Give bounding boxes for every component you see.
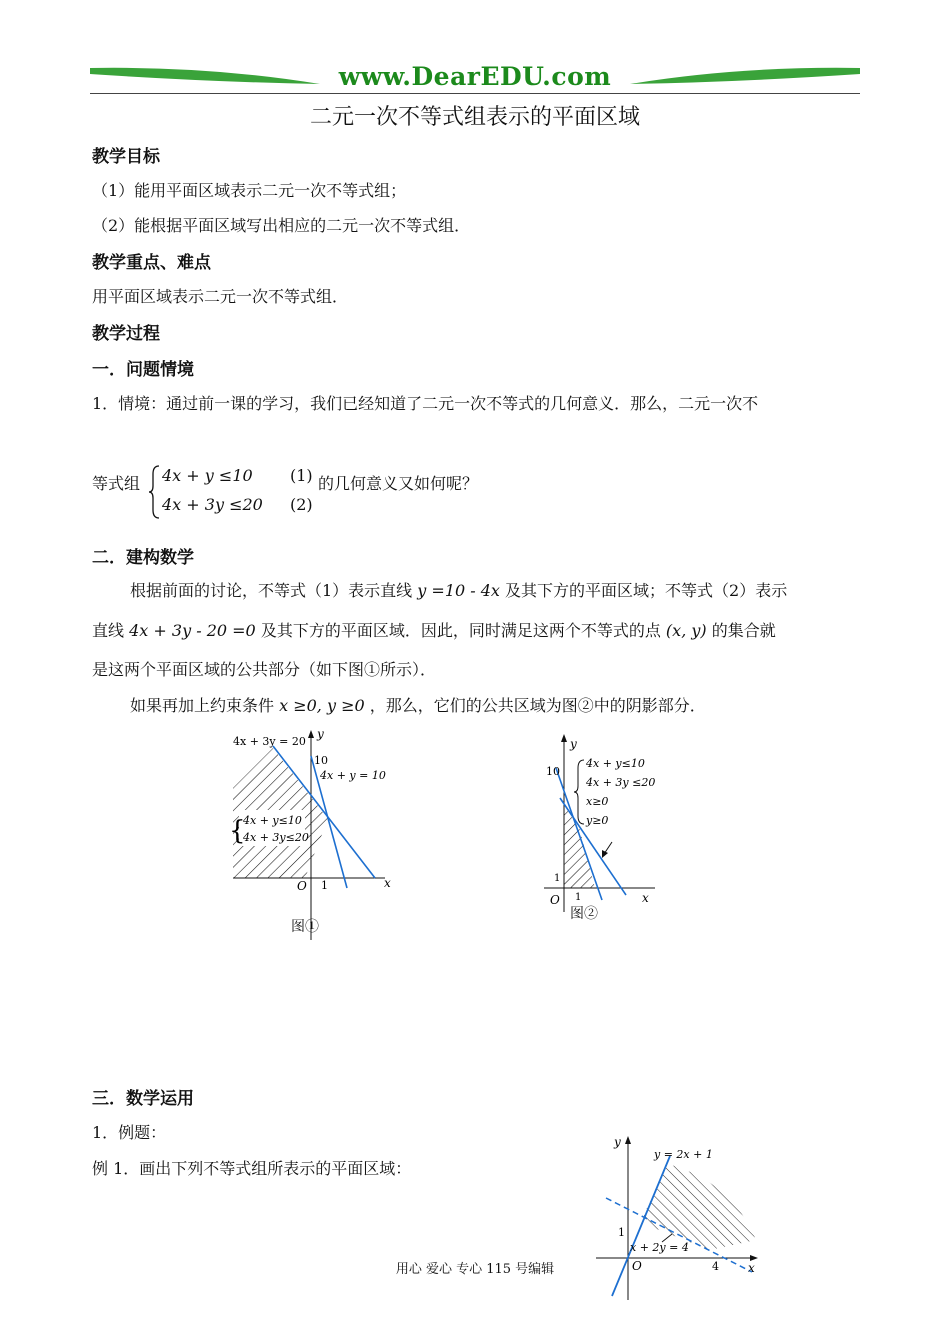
fig3-y-label: y [614, 1135, 621, 1149]
page-footer: 用心 爱心 专心 115 号编辑 [395, 1262, 555, 1277]
system-brace [148, 464, 162, 520]
figure-2-caption: 图② [570, 906, 598, 922]
fig1-sys-2: 4x + 3y≤20 [243, 831, 309, 844]
para1-text-b: 及其下方的平面区域；不等式（2）表示 [505, 581, 788, 600]
section1-line1: 1．情境：通过前一课的学习，我们已经知道了二元一次不等式的几何意义．那么，二元一次不 [92, 394, 759, 413]
fig2-tick-x1: 1 [575, 892, 582, 903]
key-points-heading: 教学重点、难点 [92, 253, 211, 273]
process-heading: 教学过程 [92, 324, 160, 344]
para2-text-a: 直线 [92, 621, 125, 640]
system-prefix: 等式组 [92, 474, 141, 493]
fig1-tick-y10: 10 [314, 754, 328, 767]
section2-para2 [92, 618, 776, 641]
fig1-origin: O [297, 879, 307, 893]
fig2-sys-1: 4x + y≤10 [586, 757, 645, 770]
section2-para1 [130, 578, 787, 601]
page-title: 二元一次不等式组表示的平面区域 [309, 105, 640, 130]
para4-eq: x ≥0, y ≥0 [279, 696, 365, 715]
header-rule [90, 93, 860, 94]
section2-para4 [130, 693, 706, 716]
section2-heading: 二．建构数学 [92, 548, 194, 568]
section1-heading: 一．问题情境 [92, 360, 194, 380]
svg-text:{: { [229, 816, 246, 846]
section2-para3: 是这两个平面区域的公共部分（如下图①所示）． [92, 660, 437, 679]
fig2-sys-3: x≥0 [586, 795, 609, 808]
system-label-2: (2) [290, 495, 313, 514]
system-ineq-2: 4x + 3y ≤20 [162, 495, 263, 514]
fig3-label-line-b: x + 2y = 4 [630, 1241, 689, 1254]
system-ineq-1: 4x + y ≤10 [162, 466, 253, 485]
para1-eq: y =10 - 4x [417, 581, 500, 600]
para2-eq: 4x + 3y - 20 =0 [129, 621, 256, 640]
fig3-label-line-a: y = 2x + 1 [654, 1148, 713, 1161]
para2-text-b: 及其下方的平面区域．因此，同时满足这两个不等式的点 [260, 621, 661, 640]
fig2-y-label: y [570, 737, 577, 751]
fig3-x-label: x [748, 1261, 755, 1275]
fig1-y-label: y [317, 728, 324, 741]
system-suffix: 的几何意义又如何呢？ [318, 474, 479, 493]
fig3-origin: O [632, 1259, 642, 1273]
figure-2 [540, 730, 670, 912]
objective-item-2: （2）能根据平面区域写出相应的二元一次不等式组． [92, 216, 471, 235]
objective-item-1: （1）能用平面区域表示二元一次不等式组； [92, 181, 407, 200]
fig1-tick-x1: 1 [321, 879, 328, 892]
fig2-tick-y10: 10 [546, 765, 560, 778]
para4-text-b: ，那么，它们的公共区域为图②中的阴影部分． [369, 696, 706, 715]
section3-sub: 1．例题： [92, 1123, 167, 1142]
fig1-sys-1: 4x + y≤10 [243, 814, 302, 827]
fig2-origin: O [550, 893, 560, 907]
section3-heading: 三．数学运用 [92, 1089, 194, 1109]
para1-text-a: 根据前面的讨论，不等式（1）表示直线 [130, 581, 413, 600]
fig1-label-line-b: 4x + y = 10 [320, 769, 386, 782]
site-logo[interactable]: www.DearEDU.com [338, 62, 612, 91]
figure-1-caption: 图① [291, 919, 319, 935]
para2-text-c: 的集合就 [711, 621, 776, 640]
para4-text-a: 如果再加上约束条件 [130, 696, 275, 715]
key-points-text: 用平面区域表示二元一次不等式组． [92, 287, 349, 306]
fig3-tick-x4: 4 [712, 1260, 719, 1273]
objectives-heading: 教学目标 [92, 147, 160, 167]
example-1: 例 1．画出下列不等式组所表示的平面区域： [92, 1159, 412, 1178]
fig2-tick-y1: 1 [554, 873, 561, 884]
fig2-x-label: x [642, 891, 649, 905]
figure-1 [225, 728, 405, 940]
system-label-1: (1) [290, 466, 313, 485]
fig2-sys-2: 4x + 3y ≤20 [586, 776, 656, 789]
fig1-label-line-a: 4x + 3y = 20 [233, 735, 306, 748]
fig3-tick-y1: 1 [618, 1226, 625, 1239]
fig2-sys-4: y≥0 [586, 814, 609, 827]
para2-point: (x, y) [665, 621, 707, 640]
fig1-x-label: x [384, 876, 391, 890]
